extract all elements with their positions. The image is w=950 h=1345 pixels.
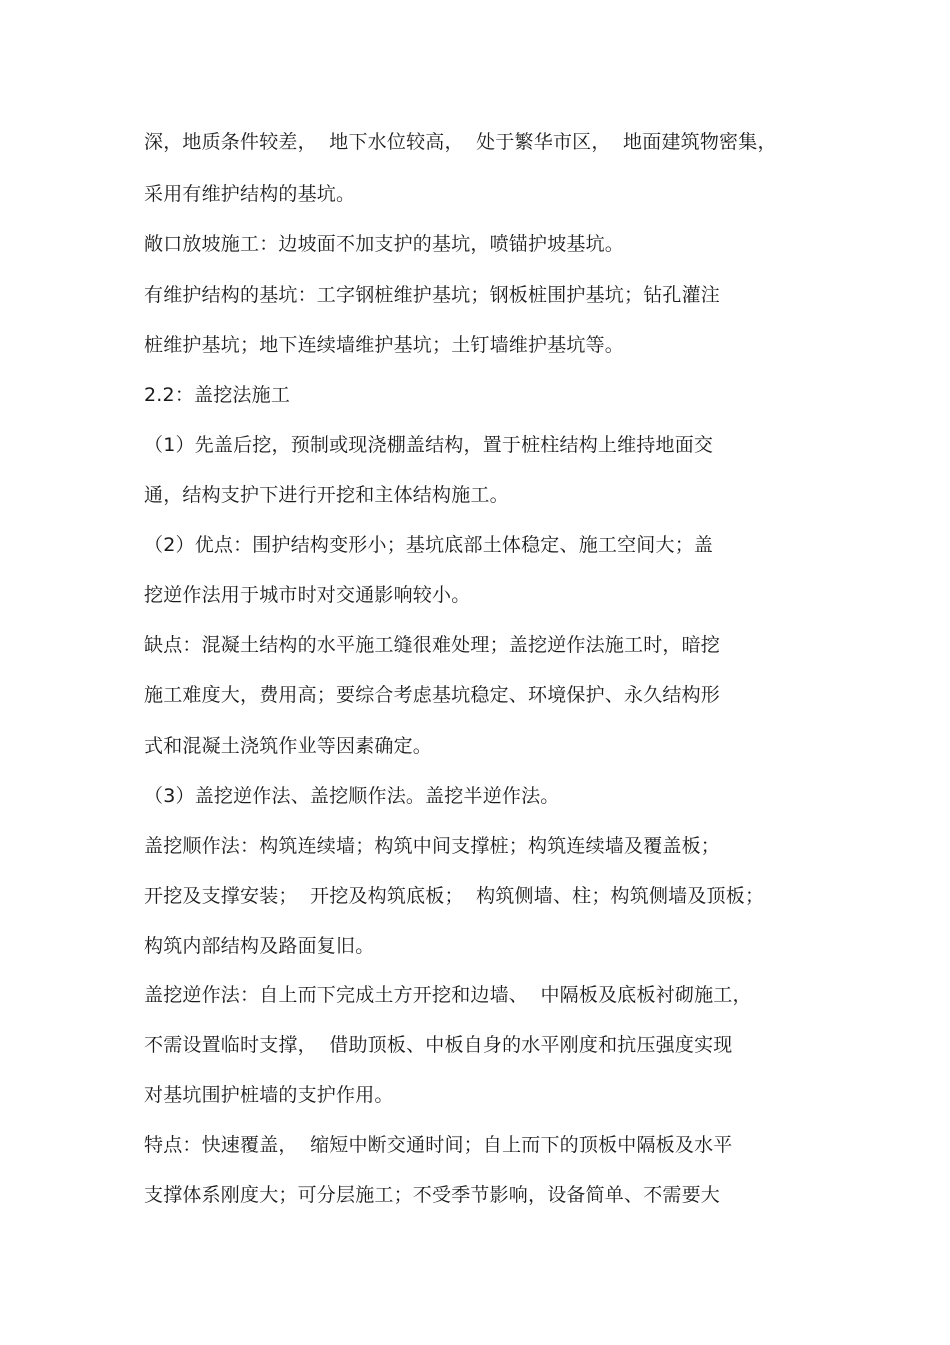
text-line: 挖逆作法用于城市时对交通影响较小。 <box>144 584 471 606</box>
text-line: 施工难度大，费用高；要综合考虑基坑稳定、环境保护、永久结构形 <box>144 684 721 706</box>
text-line: 构筑内部结构及路面复旧。 <box>144 935 375 957</box>
text-line: 有维护结构的基坑：工字钢桩维护基坑；钢板桩围护基坑；钻孔灌注 <box>144 284 721 306</box>
text-line: 采用有维护结构的基坑。 <box>144 183 356 205</box>
text-line: 对基坑围护桩墙的支护作用。 <box>144 1084 394 1106</box>
text-line: 盖挖顺作法：构筑连续墙；构筑中间支撑桩；构筑连续墙及覆盖板； <box>144 835 721 857</box>
text-line: 盖挖逆作法：自上而下完成土方开挖和边墙、 中隔板及底板衬砌施工， <box>144 984 752 1006</box>
text-line: （1）先盖后挖，预制或现浇棚盖结构，置于桩柱结构上维持地面交 <box>144 434 714 456</box>
text-line: 支撑体系刚度大；可分层施工；不受季节影响，设备简单、不需要大 <box>144 1184 721 1206</box>
text-line: 开挖及支撑安装； 开挖及构筑底板； 构筑侧墙、柱；构筑侧墙及顶板； <box>144 885 765 907</box>
text-line: 特点：快速覆盖， 缩短中断交通时间；自上而下的顶板中隔板及水平 <box>144 1134 733 1156</box>
text-line: 深，地质条件较差， 地下水位较高， 处于繁华市区， 地面建筑物密集， <box>144 131 777 153</box>
text-line: （3）盖挖逆作法、盖挖顺作法。盖挖半逆作法。 <box>144 785 560 807</box>
text-line: 缺点：混凝土结构的水平施工缝很难处理；盖挖逆作法施工时，暗挖 <box>144 634 721 656</box>
text-line: 式和混凝土浇筑作业等因素确定。 <box>144 735 433 757</box>
text-line: 通，结构支护下进行开挖和主体结构施工。 <box>144 484 509 506</box>
text-line: 不需设置临时支撑， 借助顶板、中板自身的水平刚度和抗压强度实现 <box>144 1034 733 1056</box>
text-line: 敞口放坡施工：边坡面不加支护的基坑，喷锚护坡基坑。 <box>144 233 625 255</box>
section-heading: 2.2：盖挖法施工 <box>144 384 291 406</box>
text-line: 桩维护基坑；地下连续墙维护基坑；土钉墙维护基坑等。 <box>144 334 625 356</box>
text-line: （2）优点：围护结构变形小；基坑底部土体稳定、施工空间大；盖 <box>144 534 714 556</box>
